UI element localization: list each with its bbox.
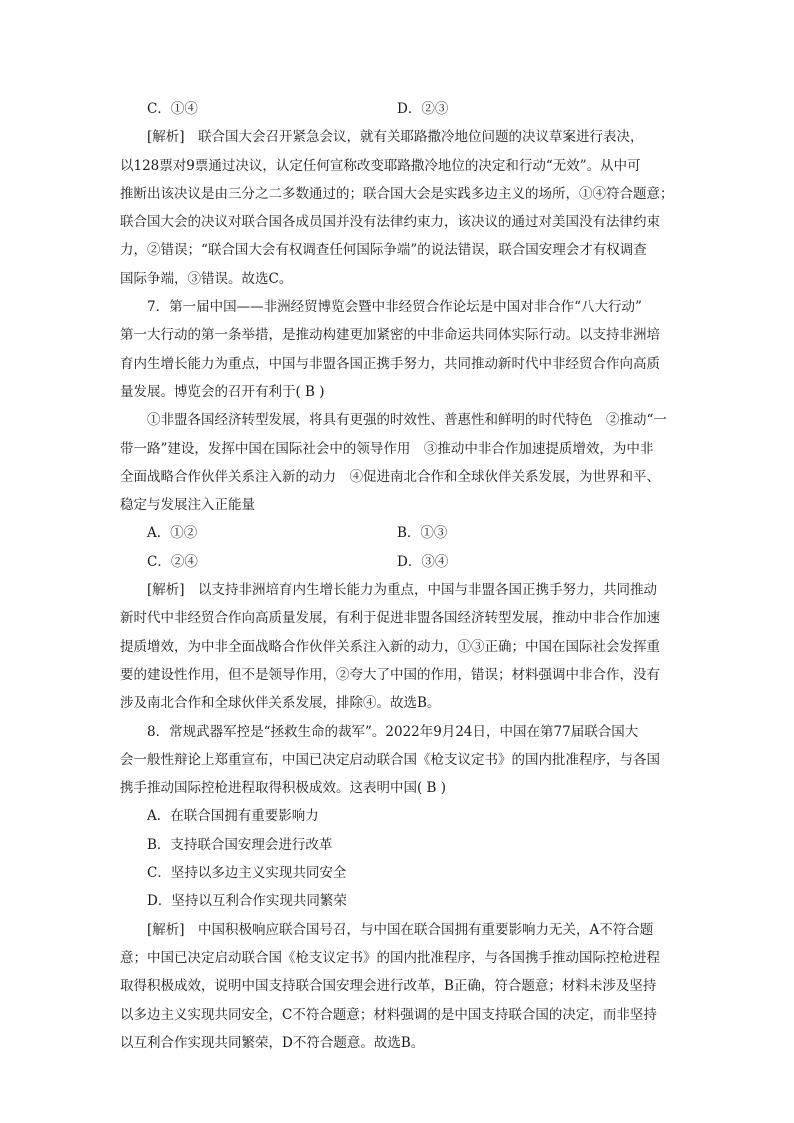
q7-option-b: B．①③	[397, 525, 448, 542]
q8-option-b: B．支持联合国安理会进行改革	[147, 836, 333, 853]
q8-analysis-line: 意；中国已决定启动联合国《枪支议定书》的国内批准程序，与各国携手推动国际控枪进程	[120, 949, 660, 966]
q8-stem-line: 8．常规武器军控是“拯救生命的裁军”。2022年9月24日，中国在第77届联合国大	[147, 723, 639, 740]
q7-analysis-line: 涉及南北合作和全球伙伴关系发展，排除④。故选B。	[120, 695, 441, 712]
q8-analysis-line: 以互利合作实现共同繁荣，D不符合题意。故选B。	[120, 1034, 425, 1051]
q7-option-a: A．①②	[147, 525, 198, 542]
q8-stem-line: 会一般性辩论上郑重宣布，中国已决定启动联合国《枪支议定书》的国内批准程序，与各国	[120, 751, 660, 768]
q7-options-row	[120, 519, 680, 547]
q7-option-d: D．③④	[397, 553, 449, 570]
q7-stem-line: 育内生增长能力为重点，中国与非盟各国正携手努力，共同推动新时代中非经贸合作向高质	[120, 355, 660, 372]
q8-option-c: C．坚持以多边主义实现共同安全	[147, 865, 347, 882]
q6-analysis-line: [解析] 联合国大会召开紧急会议，就有关耶路撒冷地位问题的决议草案进行表决，	[147, 129, 644, 146]
page-content	[120, 95, 680, 1057]
q7-statement-line: 带一路”建设，发挥中国在国际社会中的领导作用 ③推动中非合作加速提质增效，为中非	[120, 440, 654, 457]
q6-option-c: C．①④	[147, 101, 198, 117]
q6-analysis-line: 国际争端，③错误。故选C。	[120, 270, 293, 287]
q7-statement-line: 全面战略合作伙伴关系注入新的动力 ④促进南北合作和全球伙伴关系发展，为世界和平、	[120, 468, 660, 485]
q8-stem-line: 携手推动国际控枪进程取得积极成效。这表明中国( B )	[120, 780, 447, 797]
q7-stem-line: 第一大行动的第一条举措，是推动构建更加紧密的中非命运共同体实际行动。以支持非洲培	[120, 327, 660, 344]
q7-statement-line: ①非盟各国经济转型发展，将具有更强的时效性、普惠性和鲜明的时代特色 ②推动“一	[147, 412, 667, 429]
q7-options-row	[120, 548, 680, 576]
q7-analysis-line: 要的建设性作用，但不是领导作用，②夸大了中国的作用，错误；材料强调中非合作，没有	[120, 666, 660, 683]
q8-analysis-line: 以多边主义实现共同安全，C不符合题意；材料强调的是中国支持联合国的决定，而非坚持	[120, 1006, 657, 1023]
q6-analysis-line: 以128票对9票通过决议，认定任何宣称改变耶路撒冷地位的决定和行动“无效”。从中可	[120, 157, 641, 174]
q8-option-d: D．坚持以互利合作实现共同繁荣	[147, 893, 347, 910]
q8-analysis-line: 取得积极成效，说明中国支持联合国安理会进行改革，B正确，符合题意；材料未涉及坚持	[120, 978, 657, 995]
q7-analysis-line: 提质增效，为中非全面战略合作伙伴关系注入新的动力，①③正确；中国在国际社会发挥重	[120, 638, 660, 655]
q8-option-a: A．在联合国拥有重要影响力	[147, 808, 319, 825]
q7-option-c: C．②④	[147, 553, 198, 570]
q7-analysis-line: [解析] 以支持非洲培育内生增长能力为重点，中国与非盟各国正携手努力，共同推动	[147, 582, 658, 599]
q6-analysis-line: 力，②错误；“联合国大会有权调查任何国际争端”的说法错误，联合国安理会才有权调查	[120, 242, 647, 259]
q6-analysis-line: 推断出该决议是由三分之二多数通过的；联合国大会是实践多边主义的场所，①④符合题意；	[120, 185, 674, 202]
q8-analysis-line: [解析] 中国积极响应联合国号召，与中国在联合国拥有重要影响力无关，A不符合题	[147, 921, 654, 938]
q7-stem-line: 7．第一届中国——非洲经贸博览会暨中非经贸合作论坛是中国对非合作“八大行动”	[147, 299, 642, 316]
q7-stem-line: 量发展。博览会的召开有利于( B )	[120, 383, 325, 400]
q6-option-d: D．②③	[397, 101, 449, 117]
q7-statement-line: 稳定与发展注入正能量	[120, 497, 255, 514]
q7-analysis-line: 新时代中非经贸合作向高质量发展，有利于促进非盟各国经济转型发展，推动中非合作加速	[120, 610, 660, 627]
q6-analysis-line: 联合国大会的决议对联合国各成员国并没有法律约束力，该决议的通过对美国没有法律约束	[120, 214, 660, 231]
q6-options-row	[120, 95, 680, 123]
